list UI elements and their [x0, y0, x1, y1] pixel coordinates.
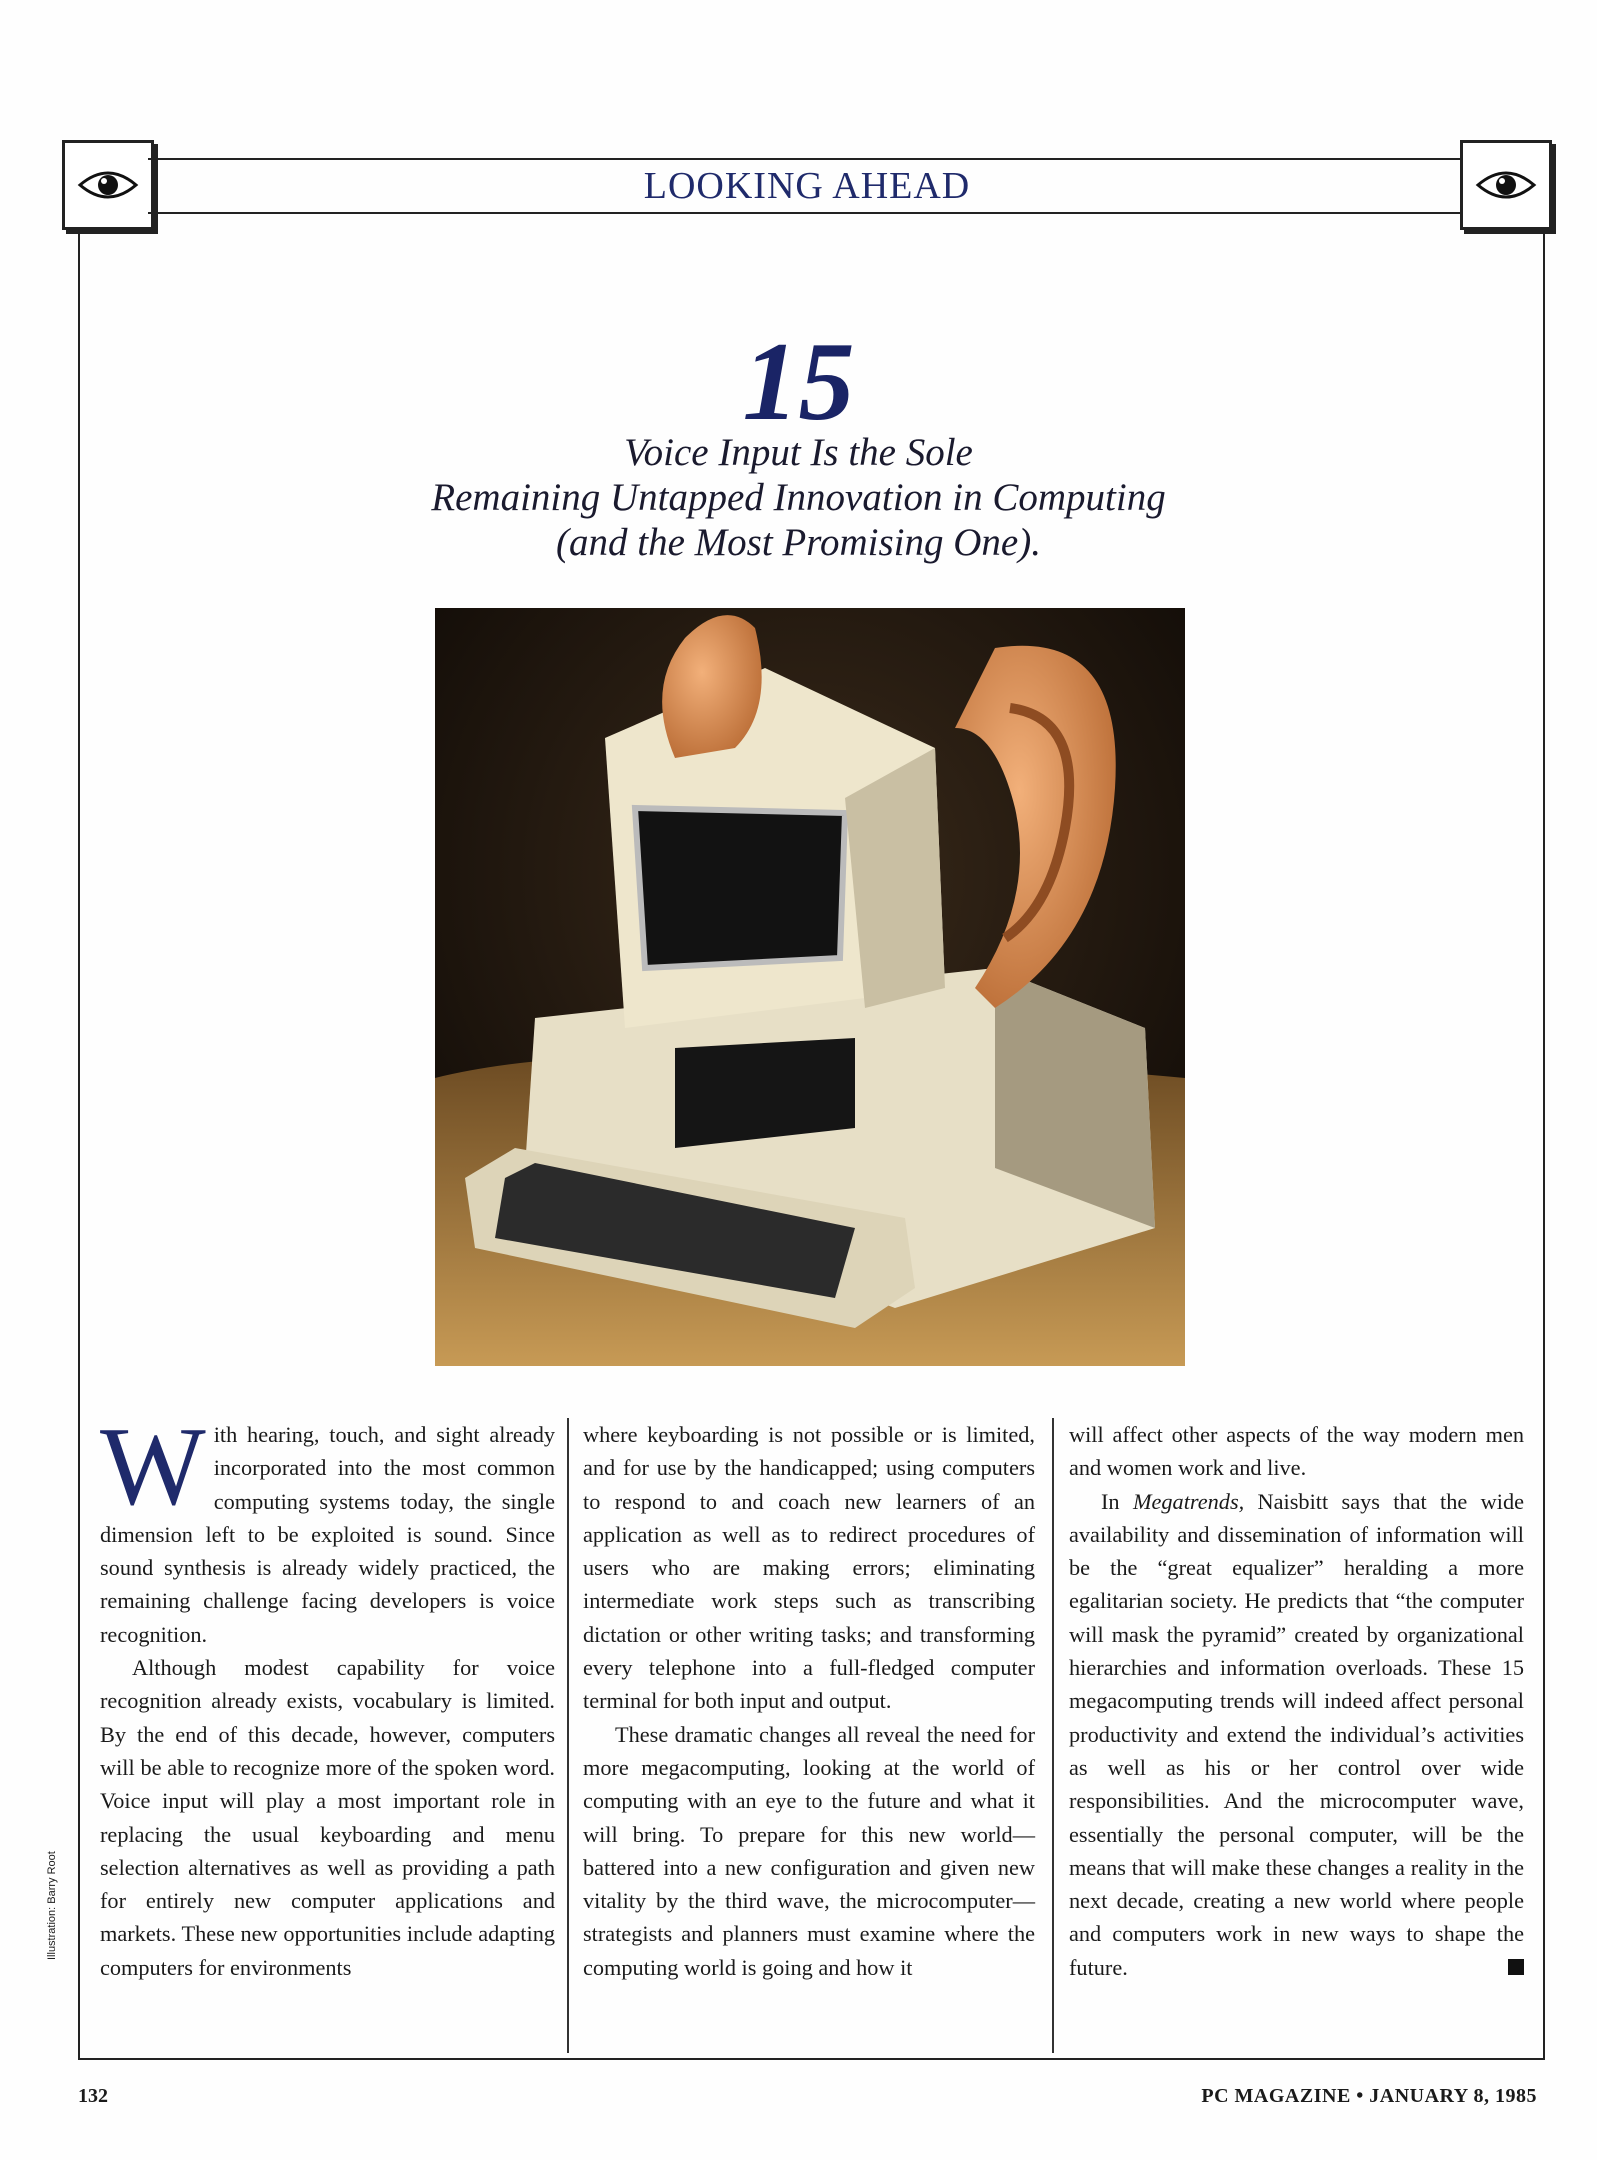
article-column-1 [100, 1405, 555, 1984]
section-banner [62, 140, 1552, 232]
page-frame-bottom-rule [78, 2058, 1543, 2060]
article-number: 15 [742, 320, 855, 444]
computer-with-ears-illustration [435, 608, 1185, 1366]
column-rule [1052, 1418, 1054, 2053]
section-title: LOOKING AHEAD [643, 165, 971, 207]
paragraph-text: In [1101, 1488, 1133, 1514]
illustration-credit: Illustration: Barry Root [46, 1851, 58, 1960]
eye-icon [1460, 140, 1552, 230]
page-number: 132 [78, 2085, 108, 2107]
paragraph: where keyboarding is not possible or is limited, and for use by the handicapped; using computers to respond to and coach new learners of an application as well as to redirect procedures of users who are making errors; eliminating intermediate work steps such as transcribing dictation or other writing tasks; and transforming every telephone into a full-fledged computer terminal for both input and output. [583, 1422, 1035, 1714]
paragraph: These dramatic changes all reveal the need for more megacomputing, looking at the world of computing with an eye to the future and what it will bring. To prepare for this new world—battered into a new configuration and given new vitality by the third wave, the microcomputer—strategists and planners must examine where the computing world is going and how it [583, 1721, 1035, 1980]
book-title: Megatrends, [1132, 1488, 1245, 1514]
paragraph: ith hearing, touch, and sight already incorporated into the most common computing systems today, the single dimension left to be exploited is sound. Since sound synthesis is already widely practiced, the remaining challenge facing developers is voice recognition. [100, 1422, 555, 1647]
publication-line: PC MAGAZINE • JANUARY 8, 1985 [1201, 2085, 1537, 2107]
paragraph [1069, 1485, 1524, 1984]
paragraph: will affect other aspects of the way modern men and women work and live. [1069, 1422, 1524, 1481]
column-rule [567, 1418, 569, 2053]
drop-cap: W [100, 1405, 206, 1529]
article-column-2 [583, 1418, 1035, 1984]
headline-line: Remaining Untapped Innovation in Computing [431, 476, 1166, 519]
headline-line: (and the Most Promising One). [556, 521, 1041, 564]
article-column-3 [1069, 1418, 1524, 1984]
article-headline [0, 430, 1597, 565]
paragraph-text: Naisbitt says that the wide availability and dissemination of information will be the “great equalizer” heralding a more egalitarian society. He predicts that “the computer will mask the pyramid” created by organizational hierarchies and information overloads. These 15 megacomputing trends will indeed affect personal productivity and extend the individual’s activities as well as his or her control over wide responsibilities. And the microcomputer wave, essentially the personal computer, will be the means that will make these changes a reality in the next decade, creating a new world where people and computers work in new ways to shape the future. [1069, 1488, 1524, 1980]
paragraph: Although modest capability for voice recognition already exists, vocabulary is limited. By the end of this decade, however, computers will be able to recognize more of the spoken word. Voice input will play a most important role in replacing the usual keyboarding and menu selection alternatives as well as providing a path for entirely new computer applications and markets. These new opportunities include adapting computers for environments [100, 1655, 555, 1980]
end-mark-icon [1508, 1959, 1524, 1975]
headline-line: Voice Input Is the Sole [624, 431, 973, 474]
